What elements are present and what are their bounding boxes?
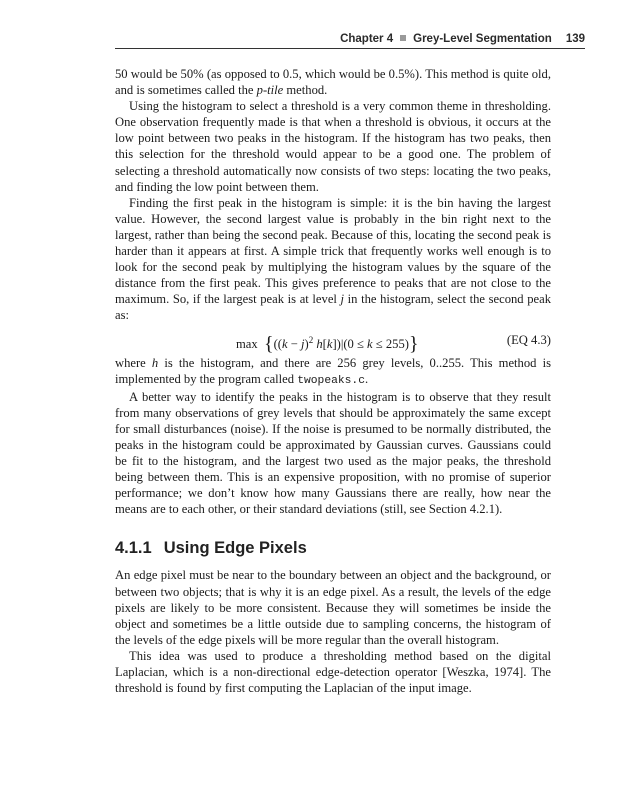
equation-4-3 [115, 325, 551, 355]
page-body [115, 66, 551, 696]
paragraph-7: This idea was used to produce a thresholding method based on the digital Laplacian, which is a non-directional edge-detection operator [Weszka, 1974]. The threshold is found by first computing the Laplacian of the input image. [115, 648, 551, 696]
equation-expression: $\max \{((k - j)^2$ h[k])|(0 ≤ k ≤ 255)} [236, 332, 419, 355]
page-number: 139 [565, 33, 585, 45]
paragraph-6: An edge pixel must be near to the boundary between an object and the background, or between two objects; that is why it is an edge pixel. As a result, the levels of the edge pixels are likely to be more consistent. Because they will sometimes be inside the object and sometimes be a little outside due to sampling concerns, the histogram of the levels of the edge pixels will be more regular than the overall histogram. [115, 568, 551, 647]
separator-square-icon [400, 35, 406, 41]
paragraph-3: Finding the first peak in the histogram is simple: it is the bin having the largest value. However, the second largest value is probably in the bin right next to the largest, rather than being the second peak. Because of this, locating the second peak is harder than it appears at first. A simple trick that frequently works well enough is to look for the second peak by multiplying the histogram values by the square of the distance from the first peak. This gives preference to peaks that are not close to the maximum. So, if the largest peak is at level j in the histogram, select the second peak as: [115, 195, 551, 323]
chapter-title: Grey-Level Segmentation [413, 33, 552, 45]
paragraph-4: where h is the histogram, and there are 256 grey levels, 0..255. This method is implemented by the program called twopeaks.c. [115, 355, 551, 387]
section-title: Using Edge Pixels [163, 539, 307, 558]
header-rule [115, 48, 585, 49]
p-tile-term: p-tile [256, 83, 284, 98]
chapter-label: Chapter 4 [340, 33, 394, 45]
paragraph-2: Using the histogram to select a threshold is a very common theme in thresholding. One observation frequently made is that when a threshold is obvious, it occurs at the low point between two peaks in the histogram. If the histogram has two peaks, then this selection for the threshold would appear to be a good one. The problem of selecting a threshold automatically now consists of two steps: locating the two peaks, and finding the low point between them. [115, 99, 551, 194]
equation-number: (EQ 4.3) [506, 332, 551, 347]
running-header [115, 31, 585, 47]
paragraph-5: A better way to identify the peaks in the histogram is to observe that they result from many observations of grey levels that should be approximately the same except for small disturbances (noise). If the noise is presumed to be normally distributed, the peaks in the histogram could be approximated by Gaussian curves. Gaussians could be fit to the histogram, and the largest two used as the major peaks, the threshold being between them. This is an expensive proposition, with no promise of superior performance; we don’t know how many Gaussians there are really, how near the means are to each other, or their standard deviations (still, see Section 4.2.1). [115, 389, 551, 517]
program-name: twopeaks.c [297, 374, 365, 387]
paragraph-1: 50 would be 50% (as opposed to 0.5, which would be 0.5%). This method is quite old, and is sometimes called the p-tile method. [115, 67, 551, 98]
section-heading [115, 538, 551, 558]
section-number: 4.1.1 [115, 539, 152, 558]
